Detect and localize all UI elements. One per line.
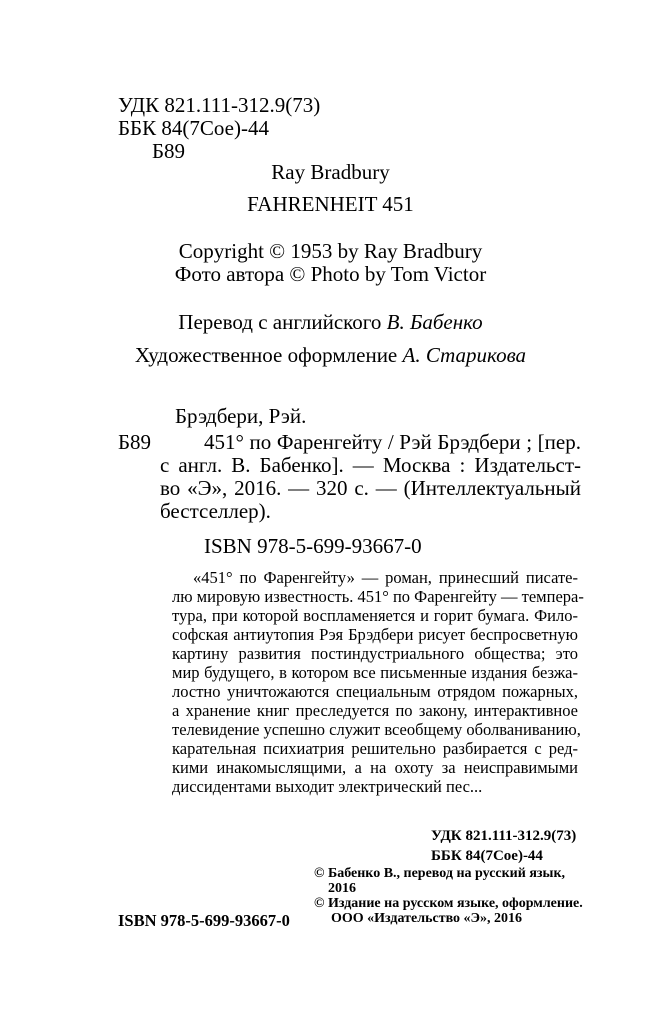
- annotation-line: тура, при которой воспламеняется и горит бумага. Фило-: [172, 606, 578, 625]
- annotation-line: «451° по Фаренгейту» — роман, принесший писате-: [193, 568, 578, 587]
- catalog-line: 451° по Фаренгейту / Рэй Брэдбери ; [пер.: [204, 430, 581, 454]
- annotation-line: лостно уничтожаются специальным отрядом пожарных,: [172, 682, 578, 701]
- author-mark: Б89: [152, 139, 186, 163]
- catalog-line: с англ. В. Бабенко]. — Москва : Издательст-: [160, 453, 581, 477]
- original-author: Ray Bradbury: [271, 160, 390, 184]
- catalog-line: бестселлер).: [160, 499, 271, 523]
- copyright-line: © Издание на русском языке, оформление.: [314, 896, 583, 911]
- annotation-line: диссидентами выходит электрический пес...: [172, 777, 483, 796]
- designer-name: А. Старикова: [402, 343, 527, 367]
- annotation-line: телевидение успешно служит всеобщему оболваниванию,: [172, 720, 581, 739]
- copyright-line: 2016: [328, 881, 356, 896]
- catalog-author-heading: Брэдбери, Рэй.: [175, 404, 307, 428]
- design-prefix: Художественное оформление: [134, 343, 403, 367]
- annotation-line: мир будущего, в котором все письменные издания безжа-: [172, 663, 578, 682]
- translator-name: В. Бабенко: [386, 310, 483, 334]
- bbk-code: ББК 84(7Сое)-44: [118, 116, 269, 140]
- copyright-line: © Бабенко В., перевод на русский язык,: [314, 866, 566, 881]
- annotation-line: а хранение книг преследуется по закону, интерактивное: [172, 701, 578, 720]
- udk-code: УДК 821.111-312.9(73): [118, 93, 321, 117]
- original-title: FAHRENHEIT 451: [247, 192, 414, 216]
- copyright-line: Copyright © 1953 by Ray Bradbury: [178, 239, 483, 263]
- annotation-line: кими инакомыслящими, а на охоту за неисправимыми: [172, 758, 578, 777]
- copyright-line: ООО «Издательство «Э», 2016: [331, 911, 523, 926]
- translation-prefix: Перевод с английского: [178, 310, 387, 334]
- photo-credit: Фото автора © Photo by Tom Victor: [174, 262, 487, 286]
- design-credit: [0, 345, 661, 366]
- footer-isbn: ISBN 978-5-699-93667-0: [118, 911, 290, 930]
- catalog-isbn: ISBN 978-5-699-93667-0: [204, 534, 422, 558]
- translation-credit: [0, 312, 661, 333]
- catalog-mark: Б89: [118, 430, 152, 454]
- annotation-line: картину развития постиндустриального общества; это: [172, 644, 578, 663]
- annotation-line: софская антиутопия Рэя Брэдбери рисует беспросветную: [172, 625, 578, 644]
- udk-code-small: УДК 821.111-312.9(73): [431, 828, 577, 844]
- annotation-line: лю мировую известность. 451° по Фаренгейту — темпера-: [172, 587, 584, 606]
- catalog-line: во «Э», 2016. — 320 с. — (Интеллектуальный: [160, 476, 581, 500]
- annotation-line: карательная психиатрия решительно разбирается с ред-: [172, 739, 578, 758]
- bbk-code-small: ББК 84(7Сое)-44: [431, 848, 543, 864]
